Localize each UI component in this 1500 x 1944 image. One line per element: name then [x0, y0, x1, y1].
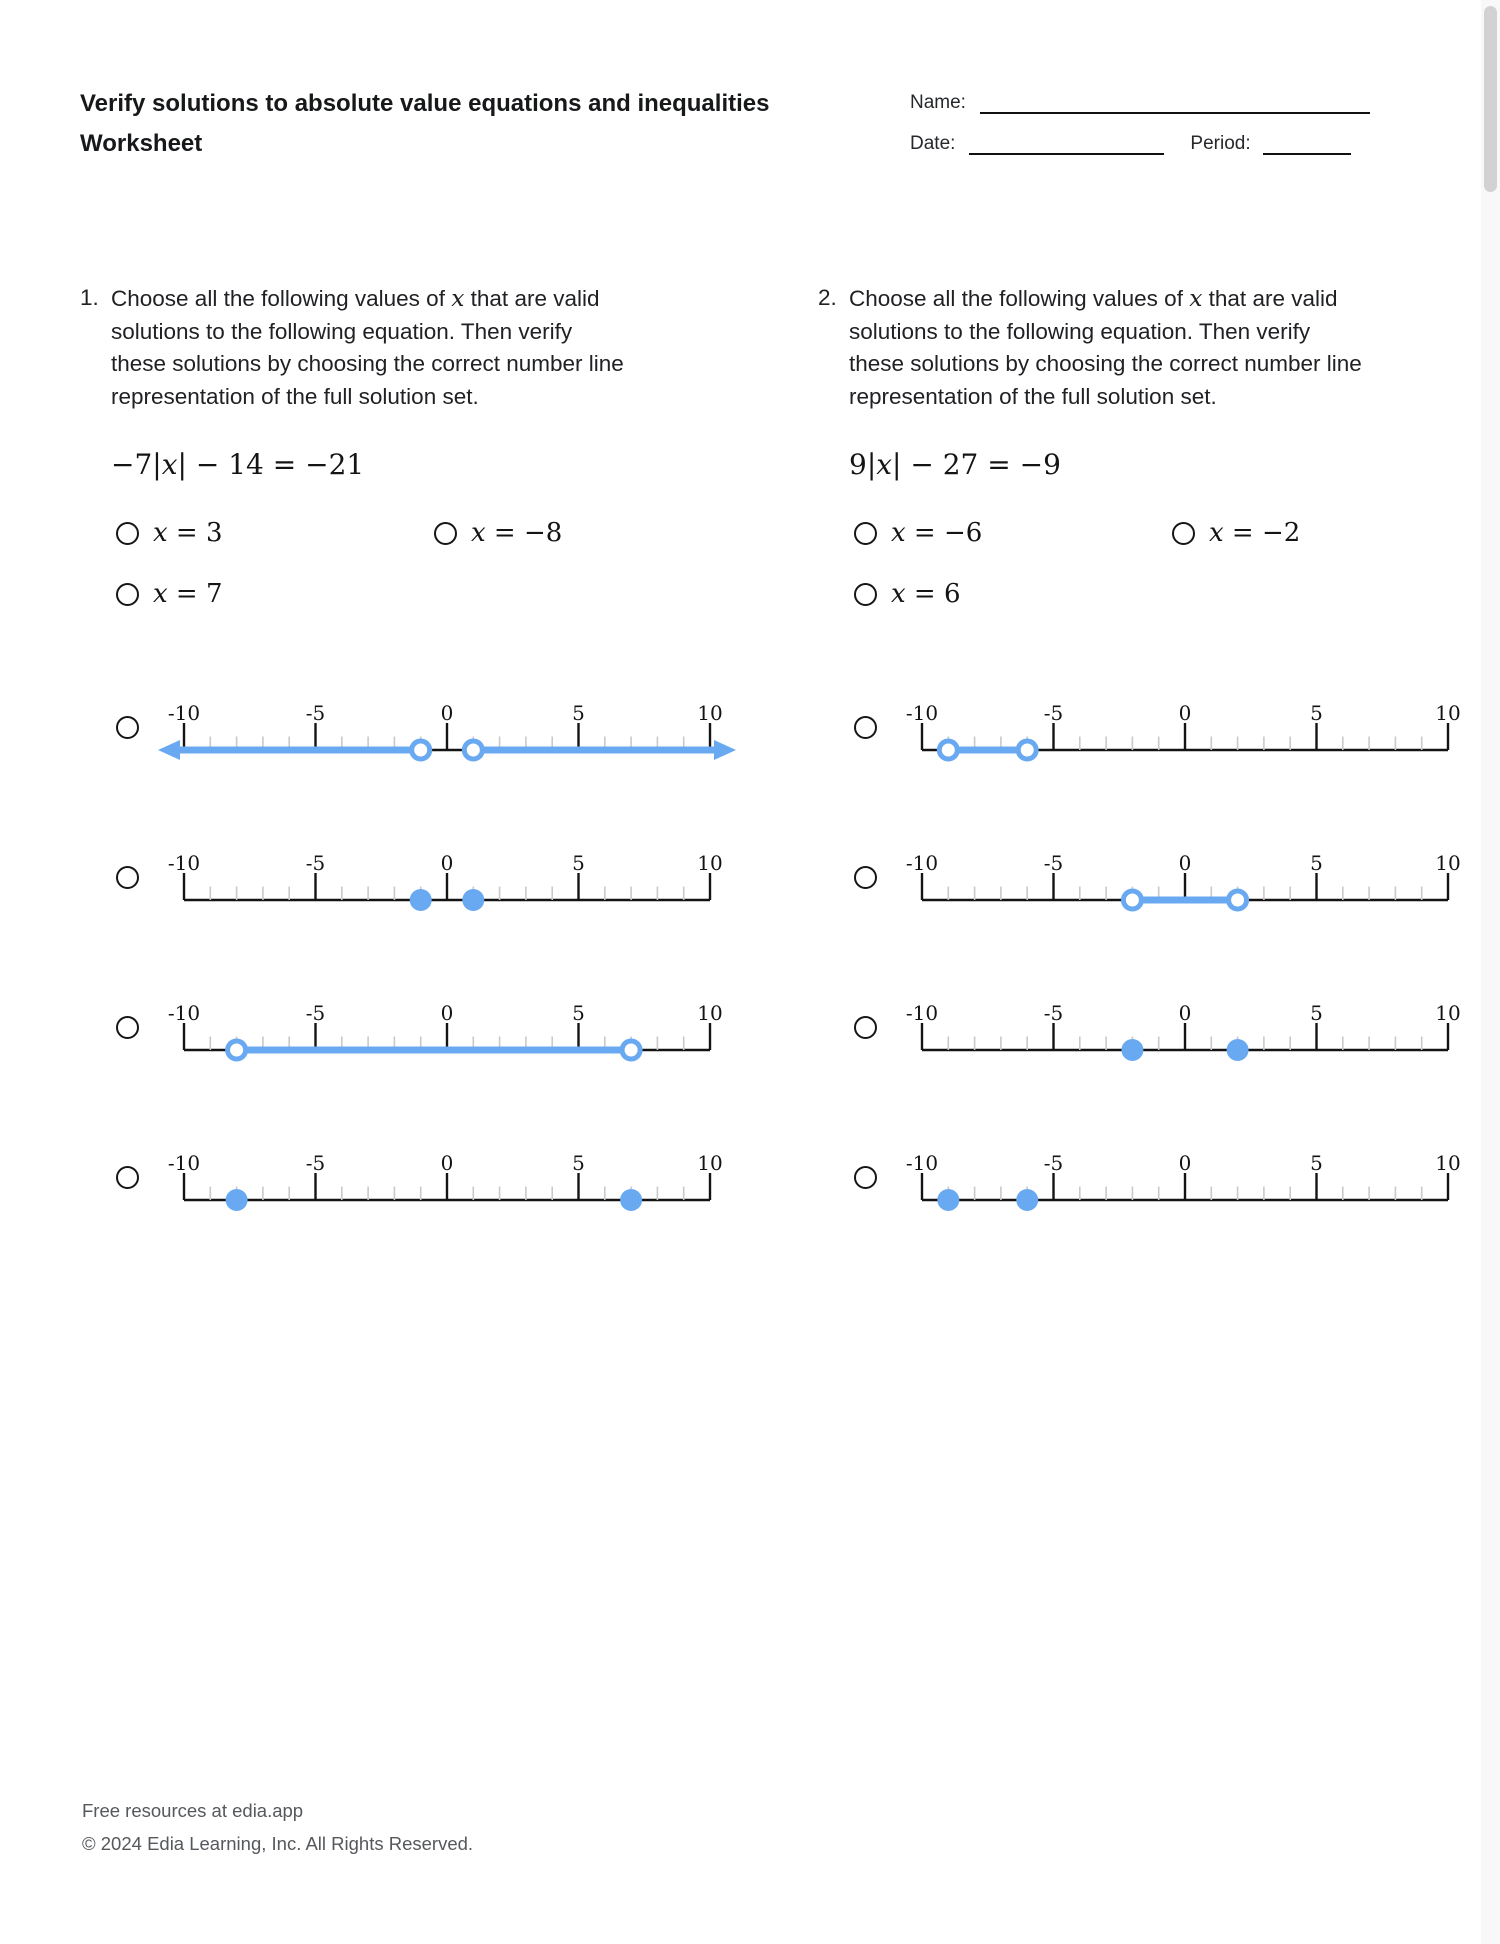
student-info-block — [910, 92, 1390, 155]
prompt-line: Choose all the following values of x that are valid — [849, 284, 1338, 312]
page-footer — [82, 1794, 473, 1860]
axis-label: 0 — [1178, 1001, 1192, 1025]
closed-point — [937, 1189, 959, 1211]
number-line-graphic — [154, 680, 740, 772]
name-label: Name: — [910, 92, 966, 113]
axis-label: 10 — [1435, 851, 1461, 875]
numberline-radio[interactable] — [116, 866, 139, 889]
open-point — [1123, 891, 1141, 909]
axis-label: -5 — [1043, 1151, 1064, 1175]
axis-label: 0 — [440, 851, 454, 875]
axis-label: 10 — [1435, 1151, 1461, 1175]
axis-label: 0 — [440, 1151, 454, 1175]
numberline-option — [854, 680, 1500, 772]
numberline-option — [116, 830, 780, 922]
closed-point — [1227, 1039, 1249, 1061]
choice-math — [1209, 518, 1300, 548]
prompt-line: these solutions by choosing the correct number line — [111, 351, 624, 376]
choice-math — [153, 518, 223, 548]
choice-value: = −8 — [485, 518, 563, 548]
answer-choice — [434, 518, 780, 548]
numberline-options — [116, 680, 780, 1222]
equation: 9|x| − 27 = −9 — [849, 448, 1061, 481]
axis-label: -5 — [1043, 1001, 1064, 1025]
answer-choice — [116, 518, 434, 548]
left-arrow-head — [158, 740, 180, 760]
math-var: x — [471, 518, 486, 548]
axis-label: 10 — [697, 851, 723, 875]
open-point — [412, 741, 430, 759]
axis-label: 10 — [1435, 701, 1461, 725]
choice-math — [471, 518, 562, 548]
prompt-line: these solutions by choosing the correct number line — [849, 351, 1362, 376]
axis-label: 5 — [1310, 1151, 1323, 1175]
axis-label: 0 — [1178, 701, 1192, 725]
prompt-line: solutions to the following equation. Then verify — [111, 318, 573, 344]
choice-value: = 7 — [167, 579, 223, 609]
numberline-radio[interactable] — [854, 1166, 877, 1189]
prompt-line: solutions to the following equation. Then verify — [849, 318, 1311, 344]
numberline-radio[interactable] — [854, 866, 877, 889]
open-point — [939, 741, 957, 759]
numberline-option — [116, 980, 780, 1072]
axis-label: 5 — [572, 1151, 585, 1175]
numberline-options — [854, 680, 1500, 1222]
choice-radio[interactable] — [434, 522, 457, 545]
axis-label: -5 — [305, 701, 326, 725]
numberline-radio[interactable] — [854, 1016, 877, 1039]
axis-label: -10 — [905, 1001, 939, 1025]
numberline-option — [116, 680, 780, 772]
choice-radio[interactable] — [1172, 522, 1195, 545]
choice-radio[interactable] — [854, 522, 877, 545]
axis-label: 5 — [572, 701, 585, 725]
axis-label: 5 — [572, 851, 585, 875]
closed-point — [462, 889, 484, 911]
number-line-graphic — [154, 980, 740, 1072]
choice-value: = −6 — [905, 518, 983, 548]
axis-label: 5 — [1310, 1001, 1323, 1025]
math-var: x — [1189, 284, 1203, 312]
name-row — [910, 92, 1390, 114]
open-point — [622, 1041, 640, 1059]
open-point — [228, 1041, 246, 1059]
choice-value: = 6 — [905, 579, 961, 609]
problem-number: 2. — [818, 285, 837, 310]
axis-label: -10 — [905, 701, 939, 725]
prompt-line: representation of the full solution set. — [849, 383, 1217, 409]
scrollbar-track[interactable] — [1481, 0, 1500, 1944]
axis-label: -5 — [1043, 701, 1064, 725]
axis-label: -5 — [305, 1001, 326, 1025]
axis-label: 10 — [697, 1151, 723, 1175]
axis-label: -5 — [305, 1151, 326, 1175]
numberline-option — [854, 830, 1500, 922]
choice-math — [891, 579, 961, 609]
math-var: x — [153, 518, 168, 548]
math-var: x — [153, 579, 168, 609]
axis-label: 0 — [440, 1001, 454, 1025]
worksheet-title — [80, 84, 870, 164]
date-period-row — [910, 133, 1390, 155]
axis-label: 10 — [1435, 1001, 1461, 1025]
math-var: x — [161, 448, 178, 481]
axis-label: -10 — [167, 1151, 201, 1175]
problem-prompt — [818, 282, 1500, 413]
axis-label: 0 — [1178, 851, 1192, 875]
axis-label: 5 — [1310, 851, 1323, 875]
math-var: x — [891, 579, 906, 609]
axis-label: 5 — [1310, 701, 1323, 725]
open-point — [1018, 741, 1036, 759]
number-line-graphic — [892, 680, 1478, 772]
prompt-line: representation of the full solution set. — [111, 383, 479, 409]
date-blank-line — [969, 135, 1164, 155]
choice-radio[interactable] — [116, 583, 139, 606]
answer-choice — [116, 579, 434, 609]
choice-radio[interactable] — [854, 583, 877, 606]
choice-math — [891, 518, 982, 548]
equation: −7|x| − 14 = −21 — [111, 448, 365, 481]
axis-label: 0 — [1178, 1151, 1192, 1175]
open-point — [1229, 891, 1247, 909]
axis-label: -10 — [167, 1001, 201, 1025]
numberline-radio[interactable] — [116, 1166, 139, 1189]
numberline-radio[interactable] — [854, 716, 877, 739]
answer-choice — [854, 518, 1172, 548]
axis-label: 0 — [440, 701, 454, 725]
answer-choice — [854, 579, 1172, 609]
worksheet-title-line1: Verify solutions to absolute value equations and inequalities — [80, 90, 770, 117]
right-arrow-head — [714, 740, 736, 760]
closed-point — [1016, 1189, 1038, 1211]
scrollbar-thumb[interactable] — [1484, 6, 1497, 192]
number-line-graphic — [892, 830, 1478, 922]
period-blank-line — [1263, 135, 1351, 155]
axis-label: -10 — [167, 851, 201, 875]
closed-point — [226, 1189, 248, 1211]
numberline-radio[interactable] — [116, 716, 139, 739]
prompt-text — [849, 282, 1362, 413]
prompt-text — [111, 282, 624, 413]
choice-math — [153, 579, 223, 609]
number-line-graphic — [892, 980, 1478, 1072]
numberline-option — [854, 1130, 1500, 1222]
choice-radio[interactable] — [116, 522, 139, 545]
closed-point — [620, 1189, 642, 1211]
date-label: Date: — [910, 133, 956, 154]
choice-value: = −2 — [1223, 518, 1301, 548]
math-var: x — [451, 284, 465, 312]
math-var: x — [1209, 518, 1224, 548]
answer-choice — [1172, 518, 1500, 548]
problem-1 — [80, 282, 780, 1280]
math-var: x — [876, 448, 893, 481]
problem-2 — [818, 282, 1500, 1280]
number-line-graphic — [154, 1130, 740, 1222]
worksheet-header — [80, 84, 1500, 164]
closed-point — [410, 889, 432, 911]
choice-value: = 3 — [167, 518, 223, 548]
answer-choices — [116, 518, 780, 609]
answer-choices — [854, 518, 1500, 609]
numberline-option — [116, 1130, 780, 1222]
axis-label: -5 — [305, 851, 326, 875]
prompt-line: Choose all the following values of x that are valid — [111, 284, 600, 312]
numberline-option — [854, 980, 1500, 1072]
open-point — [464, 741, 482, 759]
closed-point — [1121, 1039, 1143, 1061]
problem-number: 1. — [80, 285, 99, 310]
axis-label: 10 — [697, 1001, 723, 1025]
problems-container — [80, 282, 1500, 1280]
number-line-graphic — [892, 1130, 1478, 1222]
axis-label: 10 — [697, 701, 723, 725]
footer-copyright: © 2024 Edia Learning, Inc. All Rights Reserved. — [82, 1833, 474, 1854]
axis-label: -5 — [1043, 851, 1064, 875]
axis-label: -10 — [905, 1151, 939, 1175]
math-var: x — [891, 518, 906, 548]
numberline-radio[interactable] — [116, 1016, 139, 1039]
period-label: Period: — [1190, 133, 1251, 154]
worksheet-title-line2: Worksheet — [80, 130, 203, 157]
name-blank-line — [980, 94, 1370, 114]
axis-label: -10 — [167, 701, 201, 725]
axis-label: -10 — [905, 851, 939, 875]
axis-label: 5 — [572, 1001, 585, 1025]
number-line-graphic — [154, 830, 740, 922]
problem-prompt — [80, 282, 780, 413]
footer-resources: Free resources at edia.app — [82, 1800, 304, 1821]
